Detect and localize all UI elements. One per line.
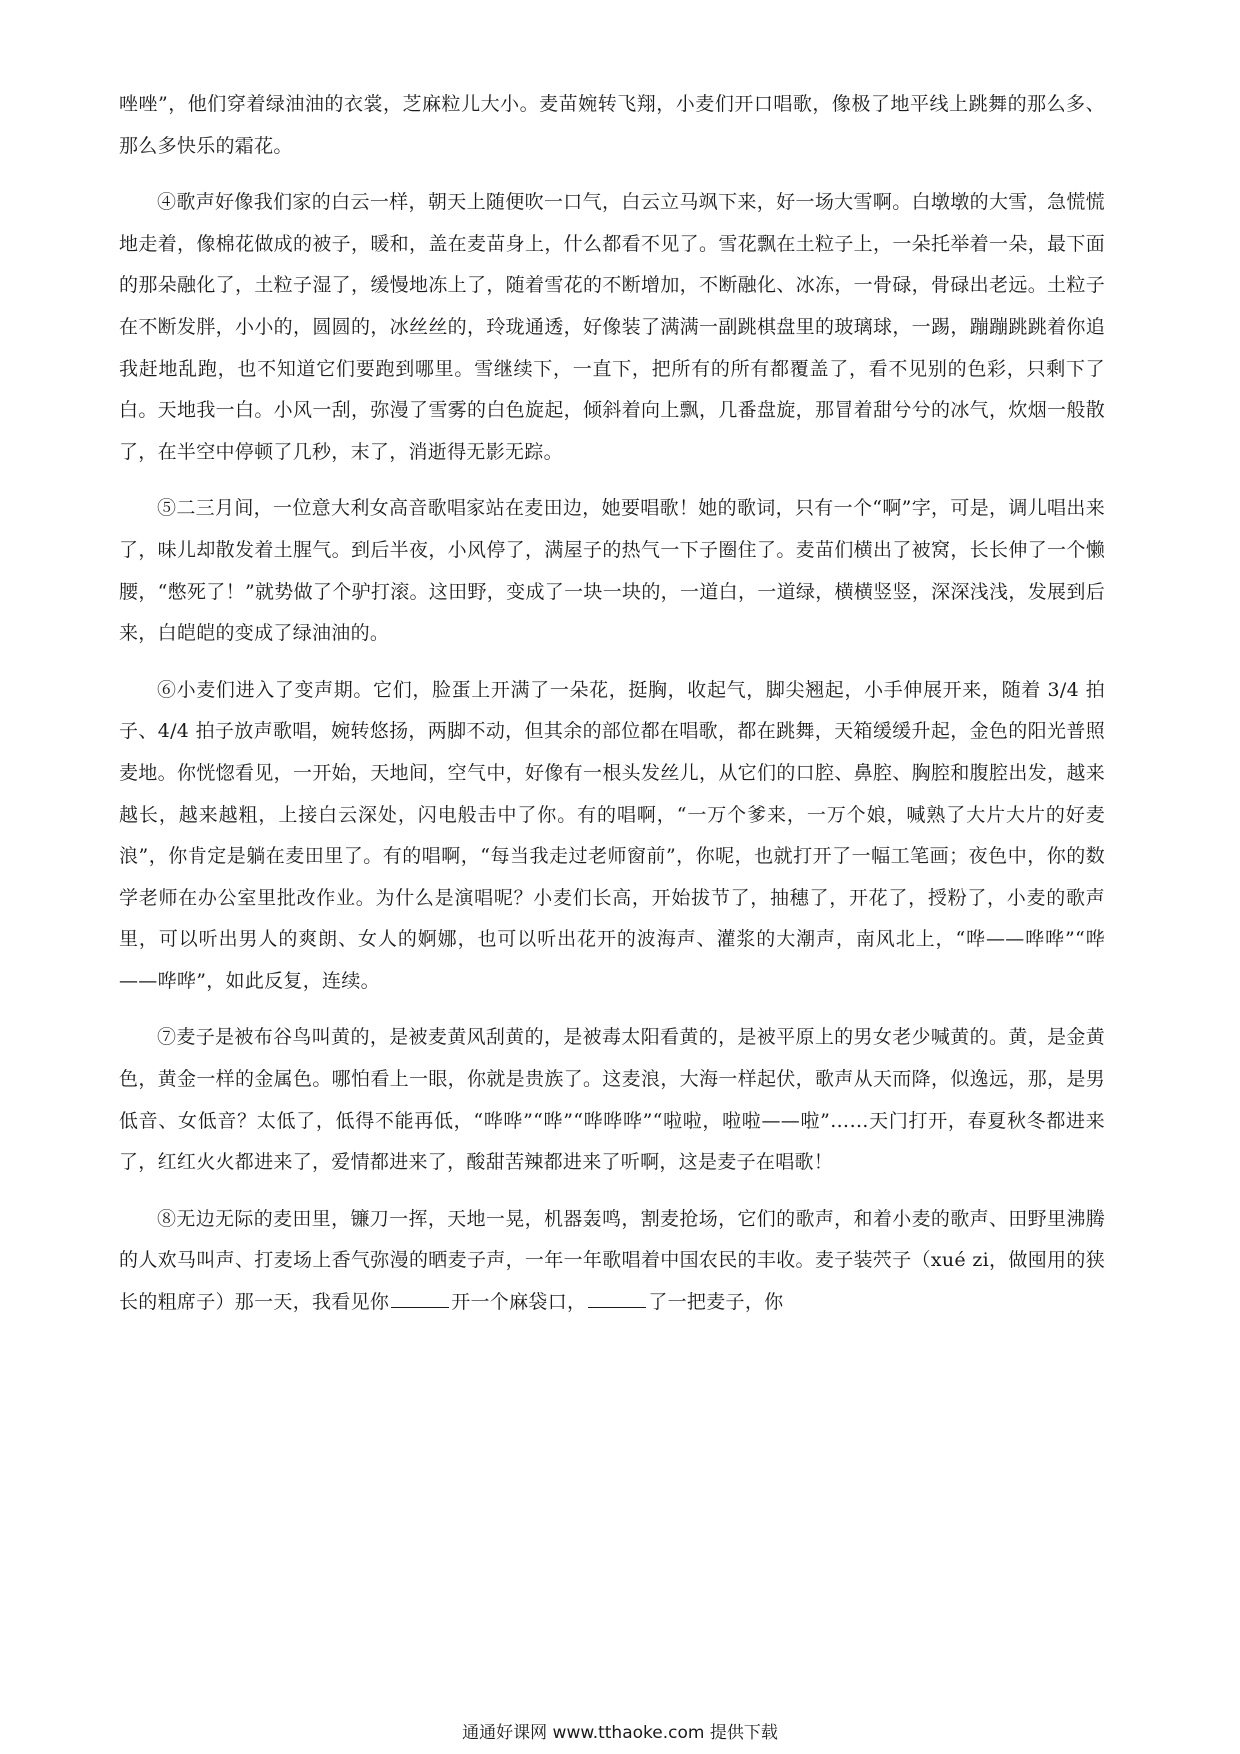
paragraph-5: ⑤二三月间，一位意大利女高音歌唱家站在麦田边，她要唱歌！她的歌词，只有一个“啊”字，可是，调儿唱出来了，味儿却散发着土腥气。到后半夜，小风停了，满屋子的热气一下子圈住了。麦苗们横出了被窝，长长伸了一个懒腰，“憋死了！”就势做了个驴打滚。这田野，变成了一块一块的，一道白，一道绿，横横竖竖，深深浅浅，发展到后来，白皑皑的变成了绿油油的。 bbox=[119, 497, 1105, 645]
paragraph-8 bbox=[119, 1199, 1105, 1324]
paragraph-8-text-c: 了一把麦子，你 bbox=[648, 1291, 784, 1314]
paragraph-8-text-b: 开一个麻袋口， bbox=[451, 1291, 587, 1314]
page-footer: 通通好课网 www.tthaoke.com 提供下载 bbox=[462, 1723, 778, 1743]
paragraph-4: ④歌声好像我们家的白云一样，朝天上随便吹一口气，白云立马飒下来，好一场大雪啊。白墩墩的大雪，急慌慌地走着，像棉花做成的被子，暖和，盖在麦苗身上，什么都看不见了。雪花飘在土粒子上，一朵托举着一朵，最下面的那朵融化了，土粒子湿了，缓慢地冻上了，随着雪花的不断增加，不断融化、冰冻，一骨碌，骨碌出老远。土粒子在不断发胖，小小的，圆圆的，冰丝丝的，玲珑通透，好像装了满满一副跳棋盘里的玻璃球，一踢，蹦蹦跳跳着你追我赶地乱跑，也不知道它们要跑到哪里。雪继续下，一直下，把所有的所有都覆盖了，看不见别的色彩，只剩下了白。天地我一白。小风一刮，弥漫了雪雾的白色旋起，倾斜着向上飘，几番盘旋，那冒着甜兮兮的冰气，炊烟一般散了，在半空中停顿了几秒，末了，消逝得无影无踪。 bbox=[119, 191, 1105, 463]
fill-in-blank-2 bbox=[588, 1285, 646, 1308]
fill-in-blank-1 bbox=[391, 1285, 449, 1308]
paragraph-continued: 唑唑”，他们穿着绿油油的衣裳，芝麻粒儿大小。麦苗婉转飞翔，小麦们开口唱歌，像极了地平线上跳舞的那么多、那么多快乐的霜花。 bbox=[119, 93, 1105, 157]
paragraph-7: ⑦麦子是被布谷鸟叫黄的，是被麦黄风刮黄的，是被毒太阳看黄的，是被平原上的男女老少喊黄的。黄，是金黄色，黄金一样的金属色。哪怕看上一眼，你就是贵族了。这麦浪，大海一样起伏，歌声从天而降，似逸远，那，是男低音、女低音？太低了，低得不能再低，“哗哗”“哗”“哗哗哗”“啦啦，啦啦——啦”……天门打开，春夏秋冬都进来了，红红火火都进来了，爱情都进来了，酸甜苦辣都进来了听啊，这是麦子在唱歌！ bbox=[119, 1026, 1105, 1174]
paragraph-6: ⑥小麦们进入了变声期。它们，脸蛋上开满了一朵花，挺胸，收起气，脚尖翘起，小手伸展开来，随着 3/4 拍子、4/4 拍子放声歌唱，婉转悠扬，两脚不动，但其余的部位都在唱歌，都在跳舞，天箱缓缓升起，金色的阳光普照麦地。你恍惚看见，一开始，天地间，空气中，好像有一根头发丝儿，从它们的口腔、鼻腔、胸腔和腹腔出发，越来越长，越来越粗，上接白云深处，闪电般击中了你。有的唱啊，“一万个爹来，一万个娘，喊熟了大片大片的好麦浪”，你肯定是躺在麦田里了。有的唱啊，“每当我走过老师窗前”，你呢，也就打开了一幅工笔画；夜色中，你的数学老师在办公室里批改作业。为什么是演唱呢？小麦们长高，开始拔节了，抽穗了，开花了，授粉了，小麦的歌声里，可以听出男人的爽朗、女人的婀娜，也可以听出花开的波海声、灌浆的大潮声，南风北上，“哗——哗哗”“哗——哗哗”，如此反复，连续。 bbox=[119, 678, 1105, 992]
paragraph-8-text-a: ⑧无边无际的麦田里，镰刀一挥，天地一晃，机器轰鸣，割麦抢场，它们的歌声，和着小麦的歌声、田野里沸腾的人欢马叫声、打麦场上香气弥漫的晒麦子声，一年一年歌唱着中国农民的丰收。麦子装茓子（xué zi，做囤用的狭长的粗席子）那一天，我看见你 bbox=[119, 1207, 1105, 1314]
article-body bbox=[119, 84, 1105, 1339]
